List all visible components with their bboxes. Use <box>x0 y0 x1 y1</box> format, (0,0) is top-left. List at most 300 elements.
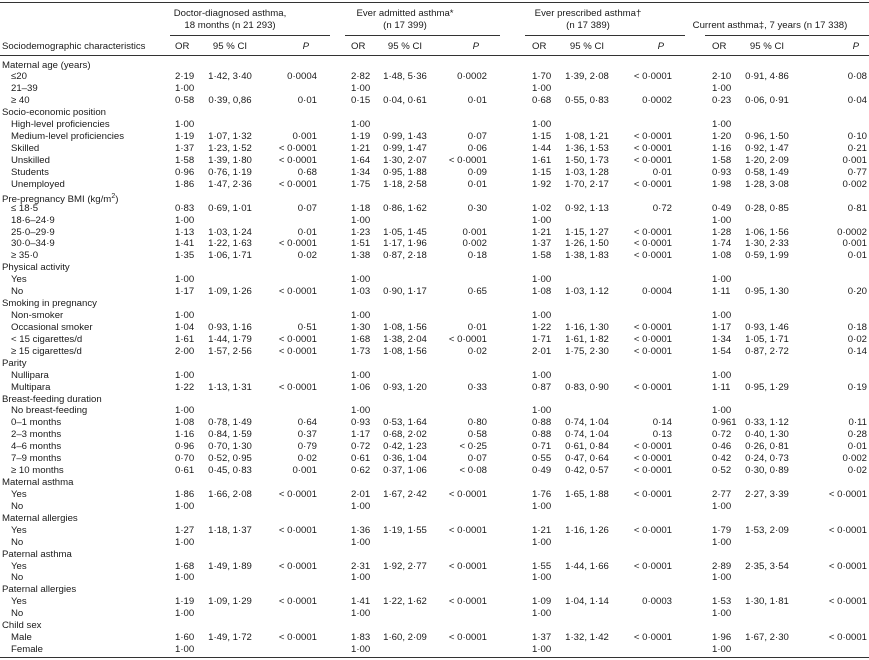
or-value: 1·00 <box>712 536 732 548</box>
or-value: 1·00 <box>175 405 195 417</box>
group-rule <box>705 35 869 36</box>
or-value: 1·06 <box>351 381 371 393</box>
ci-value: 0·33, 1·12 <box>745 417 789 429</box>
ci-value: 1·47, 2·36 <box>208 178 252 190</box>
ci-value: 1·22, 1·62 <box>383 596 427 608</box>
or-value: 2·19 <box>175 71 195 83</box>
p-value: < 0·0001 <box>448 560 487 572</box>
p-value: 0·28 <box>847 429 867 441</box>
or-value: 0·46 <box>712 441 732 453</box>
or-value: 1·00 <box>532 274 552 286</box>
p-value: < 0·0001 <box>633 131 672 143</box>
p-value: 0·001 <box>462 226 487 238</box>
section-heading: Parity <box>2 357 27 369</box>
column-header-or: OR <box>712 41 727 52</box>
p-value: 0·02 <box>297 453 317 465</box>
ci-value: 1·08, 1·56 <box>383 345 427 357</box>
p-value: 0·64 <box>297 417 317 429</box>
section-heading: Socio-economic position <box>2 107 106 119</box>
ci-value: 0·92, 1·13 <box>565 202 609 214</box>
ci-value: 1·03, 1·24 <box>208 226 252 238</box>
ci-value: 2·35, 3·54 <box>745 560 789 572</box>
or-value: 1·00 <box>351 369 371 381</box>
ci-value: 1·07, 1·32 <box>208 131 252 143</box>
p-value: 0·0004 <box>642 286 672 298</box>
or-value: 0·68 <box>532 95 552 107</box>
p-value: < 0·0001 <box>633 345 672 357</box>
ci-value: 0·70, 1·30 <box>208 441 252 453</box>
row-label: 18·6–24·9 <box>11 214 55 226</box>
p-value: 0·07 <box>467 131 487 143</box>
ci-value: 1·09, 1·29 <box>208 596 252 608</box>
or-value: 1·09 <box>532 596 552 608</box>
ci-value: 0·91, 4·86 <box>745 71 789 83</box>
or-value: 1·16 <box>712 143 732 154</box>
p-value: 0·001 <box>292 465 317 477</box>
p-value: < 0·0001 <box>633 154 672 166</box>
ci-value: 1·22, 1·63 <box>208 238 252 250</box>
p-value: 0·0003 <box>642 596 672 608</box>
p-value: < 0·0001 <box>448 632 487 644</box>
or-value: 1·86 <box>175 178 195 190</box>
or-value: 1·22 <box>175 381 195 393</box>
row-label: 0–1 months <box>11 417 62 429</box>
p-value: 0·21 <box>847 143 867 154</box>
or-value: 1·51 <box>351 238 371 250</box>
ci-value: 1·67, 2·30 <box>745 632 789 644</box>
or-value: 1·11 <box>712 381 731 393</box>
p-value: 0·06 <box>467 143 487 154</box>
group-header: Ever prescribed asthma† <box>534 8 642 19</box>
or-value: 1·00 <box>351 500 371 512</box>
or-value: 1·00 <box>712 310 732 322</box>
column-header-ci: 95 % CI <box>569 41 605 52</box>
p-value: < 0·0001 <box>448 596 487 608</box>
p-value: 0·0004 <box>287 71 317 83</box>
or-value: 0·93 <box>712 166 732 178</box>
or-value: 1·00 <box>712 405 732 417</box>
or-value: 1·00 <box>712 274 732 286</box>
or-value: 0·88 <box>532 417 552 429</box>
ci-value: 1·05, 1·71 <box>745 333 789 345</box>
p-value: 0·02 <box>847 333 867 345</box>
p-value: 0·001 <box>292 131 317 143</box>
ci-value: 0·40, 1·30 <box>745 429 789 441</box>
group-header-sub: (n 17 399) <box>383 20 427 31</box>
ci-value: 1·38, 1·83 <box>565 250 609 262</box>
ci-value: 2·27, 3·39 <box>745 488 789 500</box>
p-value: 0·07 <box>297 202 317 214</box>
section-heading: Paternal allergies <box>2 584 77 596</box>
or-value: 2·82 <box>351 71 371 83</box>
ci-value: 0·45, 0·83 <box>208 465 252 477</box>
ci-value: 1·75, 2·30 <box>565 345 609 357</box>
ci-value: 1·48, 5·36 <box>383 71 427 83</box>
or-value: 1·00 <box>532 572 552 584</box>
or-value: 1·00 <box>712 214 732 226</box>
or-value: 1·00 <box>175 274 195 286</box>
ci-value: 0·26, 0·81 <box>745 441 789 453</box>
or-value: 0·88 <box>532 429 552 441</box>
p-value: 0·001 <box>842 154 867 166</box>
ci-value: 1·17, 1·96 <box>383 238 427 250</box>
row-label: 7–9 months <box>11 453 62 465</box>
or-value: 0·55 <box>532 453 552 465</box>
ci-value: 1·18, 1·37 <box>208 524 252 536</box>
group-header: Doctor-diagnosed asthma, <box>173 8 287 19</box>
or-value: 1·35 <box>175 250 195 262</box>
or-value: 1·15 <box>532 131 552 143</box>
p-value: < 0·0001 <box>278 143 317 154</box>
p-value: 0·01 <box>652 166 672 178</box>
or-value: 1·00 <box>175 119 195 131</box>
row-label: 25·0–29·9 <box>11 226 55 238</box>
ci-value: 0·86, 1·62 <box>383 202 427 214</box>
or-value: 1·71 <box>532 333 552 345</box>
column-header-p: P <box>302 41 309 52</box>
or-value: 1·00 <box>175 536 195 548</box>
ci-value: 1·23, 1·52 <box>208 143 252 154</box>
or-value: 1·68 <box>351 333 371 345</box>
or-value: 1·00 <box>712 608 732 620</box>
ci-value: 0·68, 2·02 <box>383 429 427 441</box>
or-value: 1·21 <box>351 143 371 154</box>
p-value: 0·79 <box>297 441 317 453</box>
or-value: 0·961 <box>712 417 737 429</box>
p-value: < 0·0001 <box>278 488 317 500</box>
p-value: 0·11 <box>848 417 867 429</box>
ci-value: 0·28, 0·85 <box>745 202 789 214</box>
or-value: 1·23 <box>351 226 371 238</box>
ci-value: 1·03, 1·12 <box>565 286 609 298</box>
ci-value: 0·99, 1·43 <box>383 131 427 143</box>
group-rule <box>525 35 685 36</box>
or-value: 1·00 <box>532 644 552 656</box>
p-value: 0·01 <box>467 321 487 333</box>
ci-value: 1·49, 1·72 <box>208 632 252 644</box>
ci-value: 0·55, 0·83 <box>565 95 609 107</box>
or-value: 1·64 <box>351 154 371 166</box>
ci-value: 0·87, 2·18 <box>383 250 427 262</box>
ci-value: 1·57, 2·56 <box>208 345 252 357</box>
or-value: 1·36 <box>351 524 371 536</box>
row-label: Yes <box>11 560 27 572</box>
or-value: 1·37 <box>532 238 552 250</box>
or-value: 2·01 <box>351 488 371 500</box>
p-value: 0·0002 <box>837 226 867 238</box>
or-value: 1·68 <box>175 560 195 572</box>
ci-value: 0·93, 1·16 <box>208 321 252 333</box>
ci-value: 0·42, 1·23 <box>383 441 427 453</box>
or-value: 1·19 <box>351 131 371 143</box>
or-value: 1·41 <box>175 238 195 250</box>
or-value: 1·37 <box>175 143 195 154</box>
ci-value: 1·08, 1·56 <box>383 321 427 333</box>
or-value: 0·96 <box>175 441 195 453</box>
row-label: Yes <box>11 596 27 608</box>
or-value: 0·93 <box>351 417 371 429</box>
ci-value: 0·42, 0·57 <box>565 465 609 477</box>
or-value: 1·96 <box>712 632 732 644</box>
p-value: 0·02 <box>467 345 487 357</box>
or-value: 1·00 <box>175 310 195 322</box>
ci-value: 0·06, 0·91 <box>745 95 789 107</box>
or-value: 2·10 <box>712 71 732 83</box>
or-value: 1·00 <box>712 83 732 95</box>
or-value: 0·61 <box>351 453 371 465</box>
row-label: High-level proficiencies <box>11 119 110 131</box>
row-label: Unskilled <box>11 154 50 166</box>
row-label: No <box>11 286 24 298</box>
column-header-or: OR <box>532 41 547 52</box>
or-value: 1·13 <box>175 226 195 238</box>
or-value: 2·00 <box>175 345 195 357</box>
ci-value: 1·92, 2·77 <box>383 560 427 572</box>
ci-value: 0·90, 1·17 <box>383 286 427 298</box>
ci-value: 1·30, 2·33 <box>745 238 789 250</box>
column-header-ci: 95 % CI <box>212 41 248 52</box>
header-rule <box>0 55 869 56</box>
row-label: Students <box>11 166 49 178</box>
p-value: 0·13 <box>652 429 672 441</box>
ci-value: 1·28, 3·08 <box>745 178 789 190</box>
ci-value: 1·30, 1·81 <box>745 596 789 608</box>
row-label: Yes <box>11 488 27 500</box>
or-value: 0·49 <box>712 202 732 214</box>
or-value: 1·34 <box>351 166 371 178</box>
or-value: 1·00 <box>351 536 371 548</box>
ci-value: 0·76, 1·19 <box>208 166 252 178</box>
ci-value: 1·42, 3·40 <box>208 71 252 83</box>
or-value: 1·34 <box>712 333 732 345</box>
p-value: < 0·0001 <box>633 632 672 644</box>
or-value: 1·79 <box>712 524 732 536</box>
row-label: Female <box>11 644 43 656</box>
or-value: 1·61 <box>532 154 552 166</box>
p-value: 0·09 <box>467 166 487 178</box>
p-value: 0·10 <box>847 131 867 143</box>
ci-value: 0·95, 1·30 <box>745 286 789 298</box>
or-value: 1·00 <box>351 405 371 417</box>
row-label: 30·0–34·9 <box>11 238 55 250</box>
ci-value: 1·36, 1·53 <box>565 143 609 154</box>
p-value: < 0·08 <box>459 465 487 477</box>
p-value: 0·14 <box>652 417 672 429</box>
or-value: 1·16 <box>175 429 195 441</box>
row-label: 4–6 months <box>11 441 62 453</box>
p-value: < 0·0001 <box>448 488 487 500</box>
ci-value: 1·39, 1·80 <box>208 154 252 166</box>
or-value: 1·58 <box>532 250 552 262</box>
ci-value: 1·30, 2·07 <box>383 154 427 166</box>
ci-value: 1·67, 2·42 <box>383 488 427 500</box>
row-label: Yes <box>11 274 27 286</box>
section-heading: Paternal asthma <box>2 548 72 560</box>
or-value: 1·00 <box>532 405 552 417</box>
p-value: < 0·0001 <box>633 143 672 154</box>
or-value: 1·03 <box>351 286 371 298</box>
or-value: 1·00 <box>175 83 195 95</box>
row-label: ≥ 15 cigarettes/d <box>11 345 82 357</box>
or-value: 1·37 <box>532 632 552 644</box>
p-value: < 0·0001 <box>448 333 487 345</box>
ci-value: 0·37, 1·06 <box>383 465 427 477</box>
or-value: 1·19 <box>175 131 195 143</box>
or-value: 0·62 <box>351 465 371 477</box>
ci-value: 1·53, 2·09 <box>745 524 789 536</box>
p-value: 0·51 <box>297 321 317 333</box>
ci-value: 1·16, 1·30 <box>565 321 609 333</box>
ci-value: 1·70, 2·17 <box>565 178 609 190</box>
section-heading: Maternal allergies <box>2 512 78 524</box>
or-value: 1·00 <box>351 274 371 286</box>
column-header-p: P <box>657 41 664 52</box>
section-heading: Breast-feeding duration <box>2 393 102 405</box>
or-value: 1·38 <box>351 250 371 262</box>
or-value: 1·00 <box>532 83 552 95</box>
row-label: 21–39 <box>11 83 38 95</box>
ci-value: 0·59, 1·99 <box>745 250 789 262</box>
or-value: 1·18 <box>351 202 371 214</box>
or-value: 1·00 <box>175 644 195 656</box>
or-value: 1·19 <box>175 596 195 608</box>
ci-value: 1·09, 1·26 <box>208 286 252 298</box>
or-value: 1·86 <box>175 488 195 500</box>
or-value: 0·72 <box>712 429 732 441</box>
row-label: Occasional smoker <box>11 321 93 333</box>
or-value: 1·00 <box>175 369 195 381</box>
ci-value: 1·06, 1·71 <box>208 250 252 262</box>
section-heading: Smoking in pregnancy <box>2 298 97 310</box>
or-value: 1·44 <box>532 143 552 154</box>
p-value: < 0·0001 <box>448 524 487 536</box>
or-value: 1·54 <box>712 345 732 357</box>
or-value: 1·30 <box>351 321 371 333</box>
or-value: 1·08 <box>175 417 195 429</box>
column-header-or: OR <box>351 41 366 52</box>
ci-value: 0·99, 1·47 <box>383 143 427 154</box>
row-label: No <box>11 536 24 548</box>
or-value: 1·00 <box>351 214 371 226</box>
or-value: 1·00 <box>532 608 552 620</box>
or-value: 1·83 <box>351 632 371 644</box>
ci-value: 1·61, 1·82 <box>565 333 609 345</box>
or-value: 1·00 <box>532 310 552 322</box>
ci-value: 1·06, 1·56 <box>745 226 789 238</box>
or-value: 1·74 <box>712 238 732 250</box>
p-value: < 0·0001 <box>633 250 672 262</box>
p-value: < 0·0001 <box>633 465 672 477</box>
p-value: < 0·0001 <box>633 441 672 453</box>
p-value: 0·02 <box>297 250 317 262</box>
column-header-ci: 95 % CI <box>749 41 785 52</box>
section-heading: Pre-pregnancy BMI $(kg/m^2)$ <box>2 192 119 205</box>
p-value: 0·68 <box>297 166 317 178</box>
or-value: 1·00 <box>532 119 552 131</box>
or-value: 1·17 <box>712 321 732 333</box>
section-heading: Physical activity <box>2 262 70 274</box>
ci-value: 0·61, 0·84 <box>565 441 609 453</box>
p-value: 0·01 <box>297 226 317 238</box>
or-value: 0·52 <box>712 465 732 477</box>
p-value: 0·14 <box>847 345 867 357</box>
p-value: < 0·0001 <box>633 333 672 345</box>
p-value: 0·77 <box>847 166 867 178</box>
or-value: 0·70 <box>175 453 195 465</box>
row-label: No <box>11 608 24 620</box>
or-value: 0·58 <box>175 95 195 107</box>
ci-value: 0·36, 1·04 <box>383 453 427 465</box>
ci-value: 1·38, 2·04 <box>383 333 427 345</box>
p-value: 0·002 <box>842 178 867 190</box>
ci-value: 1·04, 1·14 <box>565 596 609 608</box>
ci-value: 1·15, 1·27 <box>565 226 609 238</box>
or-value: 0·71 <box>532 441 552 453</box>
p-value: 0·65 <box>467 286 487 298</box>
p-value: < 0·0001 <box>278 345 317 357</box>
ci-value: 1·16, 1·26 <box>565 524 609 536</box>
or-value: 2·31 <box>351 560 371 572</box>
group-header: Ever admitted asthma* <box>356 8 454 19</box>
or-value: 1·53 <box>712 596 732 608</box>
or-value: 1·75 <box>351 178 371 190</box>
p-value: 0·58 <box>467 429 487 441</box>
or-value: 1·21 <box>532 524 552 536</box>
ci-value: 1·20, 2·09 <box>745 154 789 166</box>
or-value: 1·76 <box>532 488 552 500</box>
column-header-ci: 95 % CI <box>387 41 423 52</box>
or-value: 1·00 <box>351 119 371 131</box>
ci-value: 0·30, 0·89 <box>745 465 789 477</box>
p-value: < 0·0001 <box>633 560 672 572</box>
ci-value: 1·50, 1·73 <box>565 154 609 166</box>
ci-value: 0·83, 0·90 <box>565 381 609 393</box>
ci-value: 0·96, 1·50 <box>745 131 789 143</box>
or-value: 1·08 <box>712 250 732 262</box>
column-header-p: P <box>852 41 859 52</box>
p-value: < 0·0001 <box>633 488 672 500</box>
or-value: 1·00 <box>351 310 371 322</box>
ci-value: 0·95, 1·88 <box>383 166 427 178</box>
ci-value: 1·18, 2·58 <box>383 178 427 190</box>
row-label: No <box>11 572 24 584</box>
p-value: < 0·0001 <box>278 333 317 345</box>
ci-value: 0·93, 1·20 <box>383 381 427 393</box>
or-value: 1·00 <box>175 500 195 512</box>
or-value: 2·01 <box>532 345 552 357</box>
or-value: 1·22 <box>532 321 552 333</box>
row-label: Nullipara <box>11 369 49 381</box>
or-value: 1·00 <box>175 608 195 620</box>
ci-value: 1·65, 1·88 <box>565 488 609 500</box>
group-header: Current asthma‡, 7 years (n 17 338) <box>692 20 848 31</box>
ci-value: 0·04, 0·61 <box>383 95 427 107</box>
ci-value: 0·53, 1·64 <box>383 417 427 429</box>
row-label: ≤20 <box>11 71 27 83</box>
ci-value: 0·93, 1·46 <box>745 321 789 333</box>
or-value: 1·15 <box>532 166 552 178</box>
or-value: 1·00 <box>175 214 195 226</box>
group-header-sub: (n 17 389) <box>566 20 610 31</box>
row-label: Yes <box>11 524 27 536</box>
row-label: No <box>11 500 24 512</box>
ci-value: 0·74, 1·04 <box>565 429 609 441</box>
p-value: < 0·0001 <box>633 321 672 333</box>
or-value: 1·21 <box>532 226 552 238</box>
or-value: 1·00 <box>712 572 732 584</box>
ci-value: 0·69, 1·01 <box>208 202 252 214</box>
or-value: 1·00 <box>532 536 552 548</box>
